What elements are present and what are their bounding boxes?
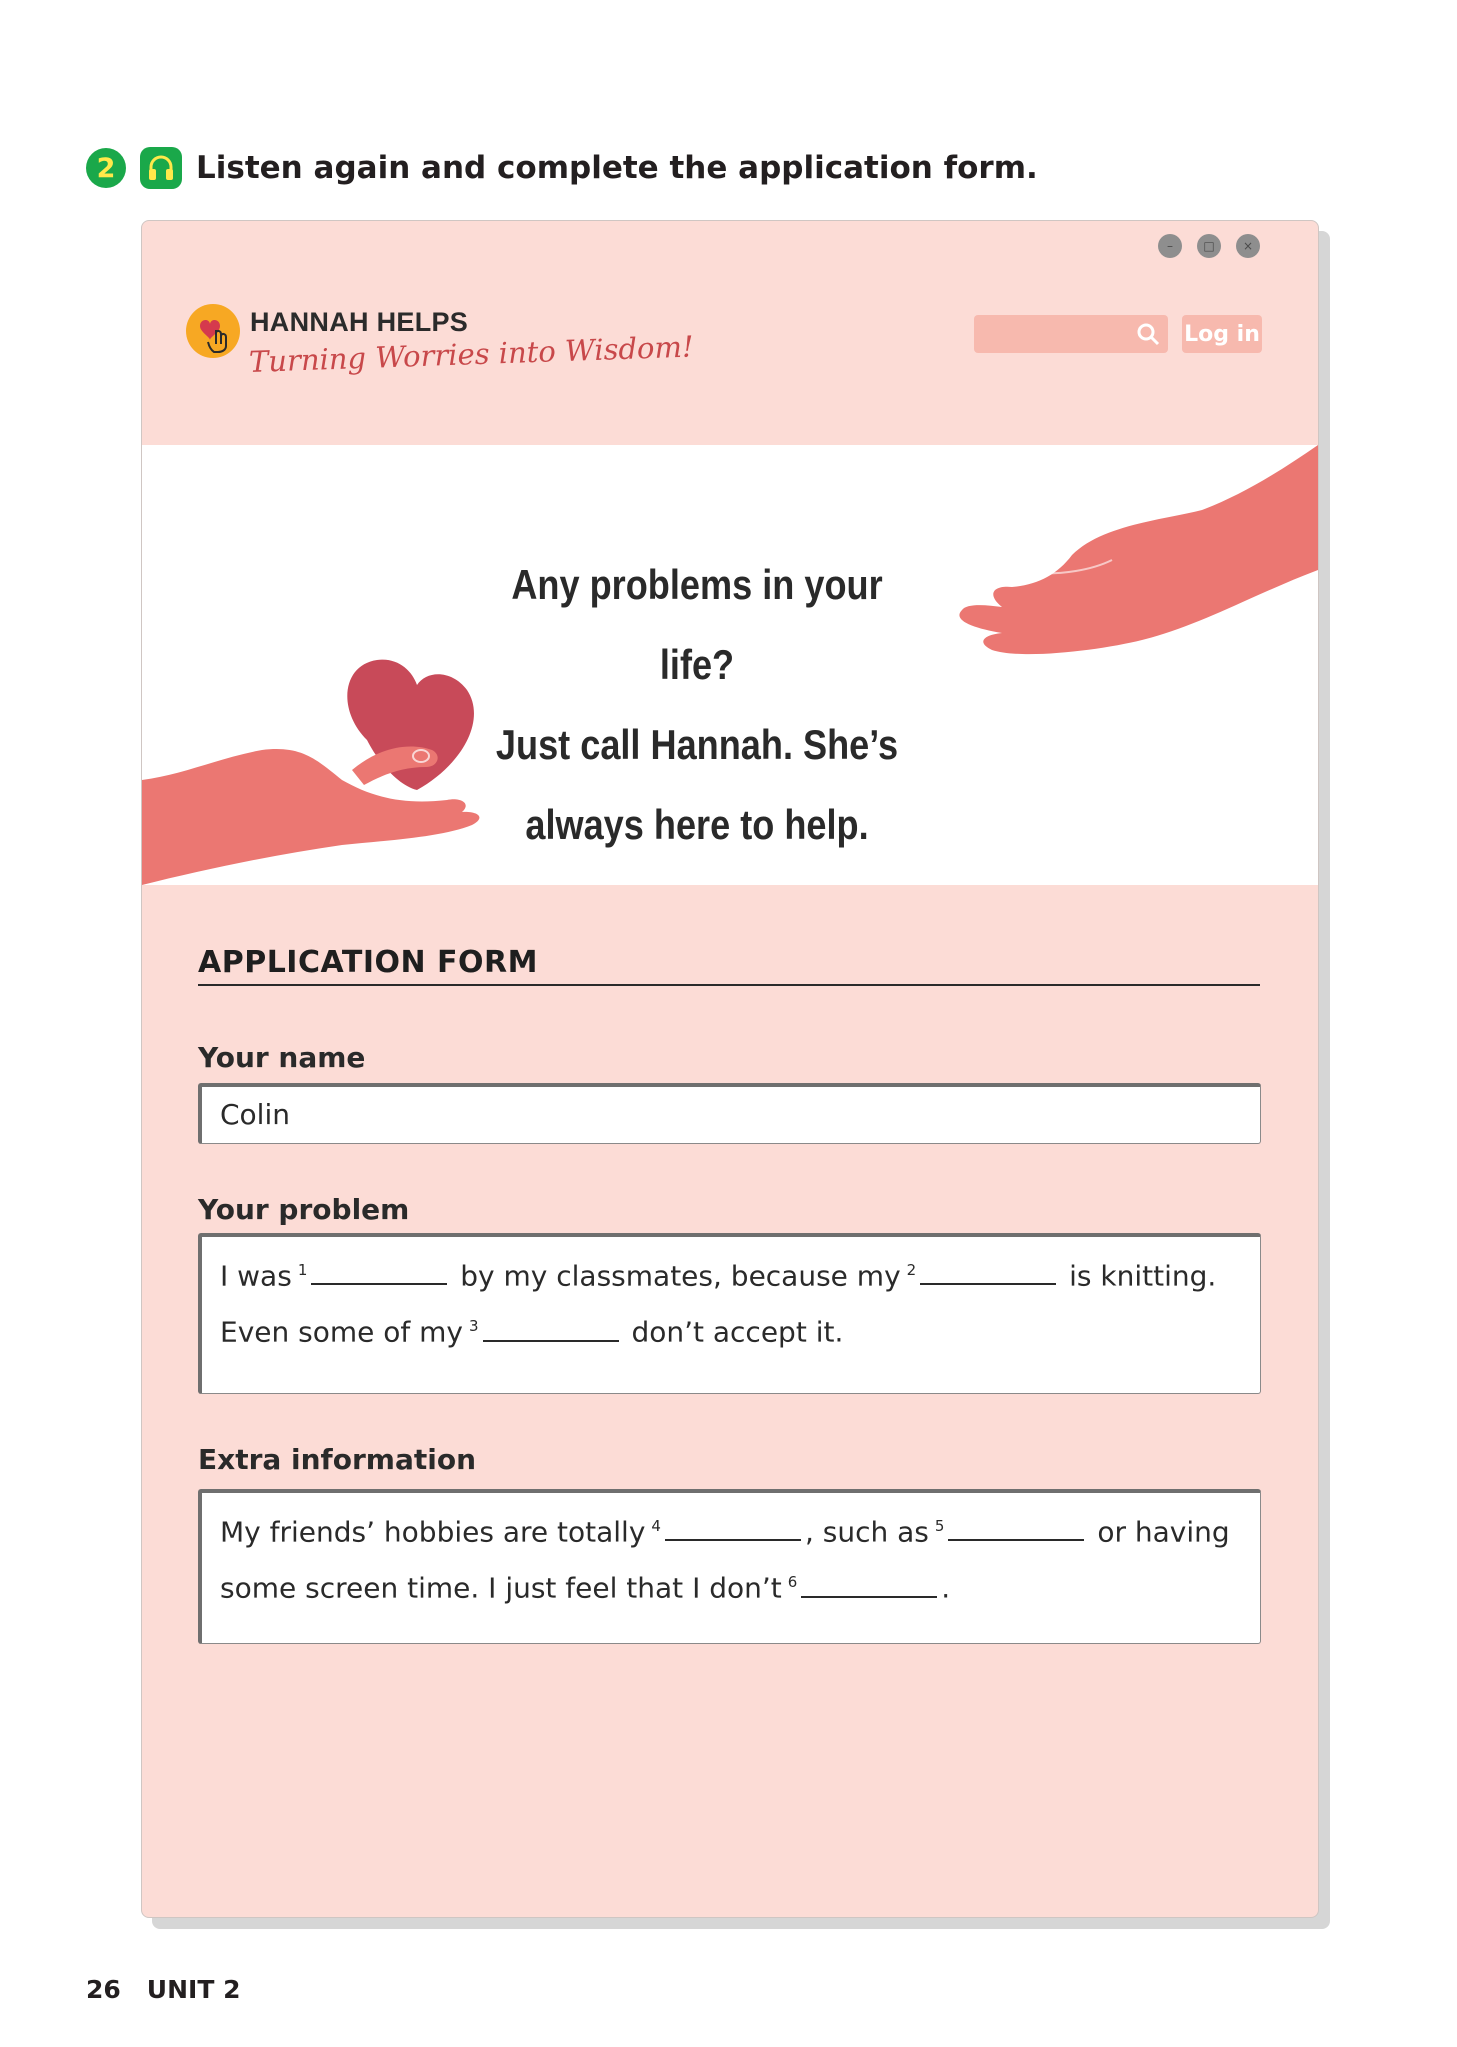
brand-tagline: Turning Worries into Wisdom! xyxy=(248,329,695,379)
maximize-icon[interactable]: □ xyxy=(1197,234,1221,258)
extra-label: Extra information xyxy=(198,1443,477,1476)
name-value: Colin xyxy=(220,1098,290,1131)
close-icon[interactable]: × xyxy=(1236,234,1260,258)
name-field[interactable] xyxy=(198,1083,1261,1144)
hannah-helps-logo xyxy=(186,304,240,358)
blank-4[interactable] xyxy=(665,1513,801,1541)
instruction xyxy=(86,146,1038,190)
blank-3[interactable] xyxy=(483,1314,619,1342)
banner-line-1: Any problems in your life? xyxy=(511,561,883,688)
banner-line-3: always here to help. xyxy=(525,801,869,848)
problem-field[interactable] xyxy=(198,1233,1261,1394)
blank-1[interactable] xyxy=(311,1257,447,1285)
instruction-text: Listen again and complete the application form. xyxy=(196,150,1038,186)
page-footer xyxy=(86,1975,266,2004)
heading-divider xyxy=(198,984,1260,986)
extra-field[interactable] xyxy=(198,1489,1261,1644)
blank-5[interactable] xyxy=(948,1513,1084,1541)
name-label: Your name xyxy=(198,1041,366,1074)
problem-text: I was $^1$ by my classmates, because my $^2$ is knitting. Even some of my $^3$ don’t accept it. xyxy=(220,1259,1217,1349)
right-hand-icon xyxy=(959,445,1318,654)
hero-banner xyxy=(142,445,1318,885)
banner-headline xyxy=(482,545,912,865)
search-icon[interactable] xyxy=(1136,322,1160,346)
extra-text: My friends’ hobbies are totally $^4$ , such as $^5$ or having some screen time. I just feel that I don’t $^6$ . xyxy=(220,1515,1230,1605)
unit-label: UNIT 2 xyxy=(146,1975,241,2004)
login-button[interactable]: Log in xyxy=(1182,315,1262,353)
exercise-number-badge: 2 xyxy=(86,148,126,188)
brand-name: HANNAH HELPS xyxy=(250,307,469,337)
blank-2[interactable] xyxy=(920,1257,1056,1285)
page-number: 26 xyxy=(86,1975,121,2004)
problem-label: Your problem xyxy=(198,1193,410,1226)
blank-6[interactable] xyxy=(801,1570,937,1598)
form-heading: APPLICATION FORM xyxy=(198,945,539,980)
search-input[interactable] xyxy=(974,315,1168,353)
headphones-icon[interactable] xyxy=(140,147,182,189)
banner-line-2: Just call Hannah. She’s xyxy=(495,721,899,768)
browser-window xyxy=(141,220,1319,1918)
minimize-icon[interactable]: – xyxy=(1158,234,1182,258)
